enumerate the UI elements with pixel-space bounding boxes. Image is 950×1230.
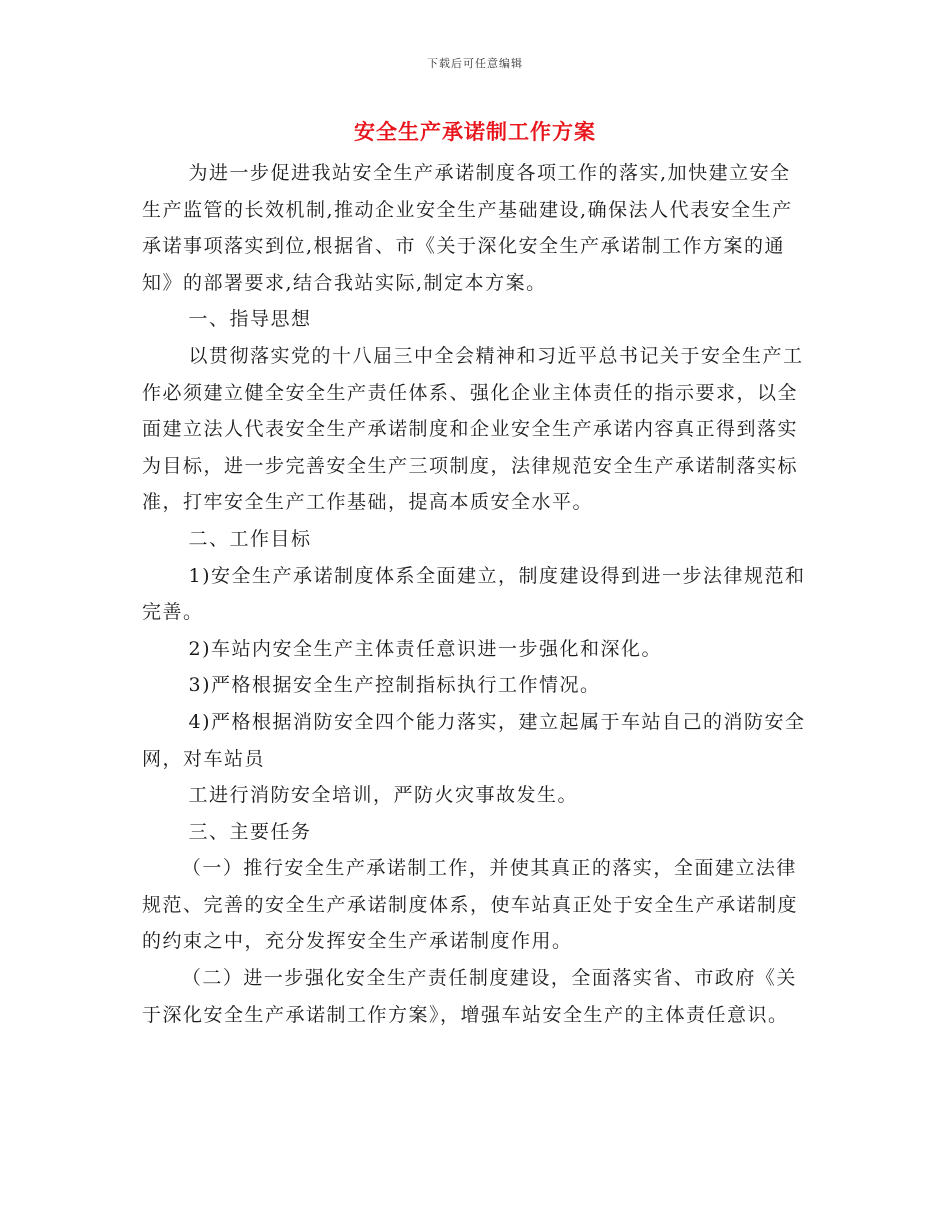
task-item-2: （二）进一步强化安全生产责任制度建设，全面落实省、市政府《关于深化安全生产承诺制工作方案》，增强车站安全生产的主体责任意识。	[142, 967, 797, 1026]
header-note: 下载后可任意编辑	[427, 57, 523, 70]
goal-item-4-continued: 工进行消防安全培训，严防火灾事故发生。	[188, 784, 579, 807]
intro-paragraph: 为进一步促进我站安全生产承诺制度各项工作的落实,加快建立安全生产监管的长效机制,推动企业安全生产基础建设,确保法人代表安全生产承诺事项落实到位,根据省、市《关于深化安全生产承诺制工作方案的通知》的部署要求,结合我站实际,制定本方案。	[142, 162, 793, 294]
document-body	[142, 155, 808, 1033]
goal-item-2: 2)车站内安全生产主体责任意识进一步强化和深化。	[188, 637, 663, 660]
guiding-ideology-paragraph: 以贯彻落实党的十八届三中全会精神和习近平总书记关于安全生产工作必须建立健全安全生产责任体系、强化企业主体责任的指示要求，以全面建立法人代表安全生产承诺制度和企业安全生产承诺内容真正得到落实为目标，进一步完善安全生产三项制度，法律规范安全生产承诺制落实标准，打牢安全生产工作基础，提高本质安全水平。	[142, 344, 804, 514]
goal-item-1: 1)安全生产承诺制度体系全面建立，制度建设得到进一步法律规范和完善。	[142, 564, 806, 624]
goal-item-3: 3)严格根据安全生产控制指标执行工作情况。	[188, 674, 601, 697]
goal-item-4: 4)严格根据消防安全四个能力落实，建立起属于车站自己的消防安全网，对车站员	[142, 710, 806, 770]
document-title: 安全生产承诺制工作方案	[354, 119, 596, 144]
section-heading-main-tasks: 三、主要任务	[188, 820, 312, 843]
task-item-1: （一）推行安全生产承诺制工作，并使其真正的落实，全面建立法律规范、完善的安全生产承诺制度体系，使车站真正处于安全生产承诺制度的约束之中，充分发挥安全生产承诺制度作用。	[142, 857, 799, 953]
section-heading-work-goals: 二、工作目标	[188, 527, 312, 550]
section-heading-guiding-ideology: 一、指导思想	[188, 308, 312, 331]
